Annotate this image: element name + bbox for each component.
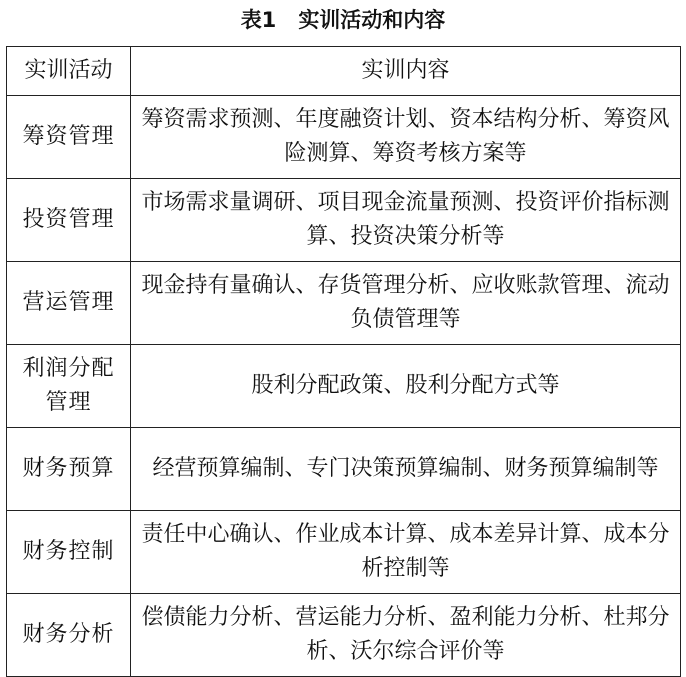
header-content: 实训内容 bbox=[131, 47, 681, 96]
activity-cell: 投资管理 bbox=[7, 179, 131, 262]
table-row bbox=[7, 345, 681, 428]
content-cell: 筹资需求预测、年度融资计划、资本结构分析、筹资风险测算、筹资考核方案等 bbox=[131, 96, 681, 179]
table-row bbox=[7, 511, 681, 594]
header-row bbox=[7, 47, 681, 96]
table-row bbox=[7, 179, 681, 262]
content-cell: 经营预算编制、专门决策预算编制、财务预算编制等 bbox=[131, 428, 681, 511]
content-cell: 责任中心确认、作业成本计算、成本差异计算、成本分析控制等 bbox=[131, 511, 681, 594]
activity-cell: 利润分配管理 bbox=[7, 345, 131, 428]
header-activity: 实训活动 bbox=[7, 47, 131, 96]
table-row bbox=[7, 262, 681, 345]
content-cell: 现金持有量确认、存货管理分析、应收账款管理、流动负债管理等 bbox=[131, 262, 681, 345]
content-cell: 市场需求量调研、项目现金流量预测、投资评价指标测算、投资决策分析等 bbox=[131, 179, 681, 262]
activity-cell: 财务预算 bbox=[7, 428, 131, 511]
table-row bbox=[7, 428, 681, 511]
table-number: 表1 bbox=[240, 8, 277, 32]
activity-cell: 营运管理 bbox=[7, 262, 131, 345]
table-title: 实训活动和内容 bbox=[298, 8, 446, 32]
table-row bbox=[7, 594, 681, 677]
content-cell: 偿债能力分析、营运能力分析、盈利能力分析、杜邦分析、沃尔综合评价等 bbox=[131, 594, 681, 677]
activity-cell: 财务控制 bbox=[7, 511, 131, 594]
activity-cell: 筹资管理 bbox=[7, 96, 131, 179]
table-row bbox=[7, 96, 681, 179]
activity-cell: 财务分析 bbox=[7, 594, 131, 677]
content-cell: 股利分配政策、股利分配方式等 bbox=[131, 345, 681, 428]
training-table bbox=[6, 46, 681, 677]
table-caption bbox=[0, 6, 686, 34]
